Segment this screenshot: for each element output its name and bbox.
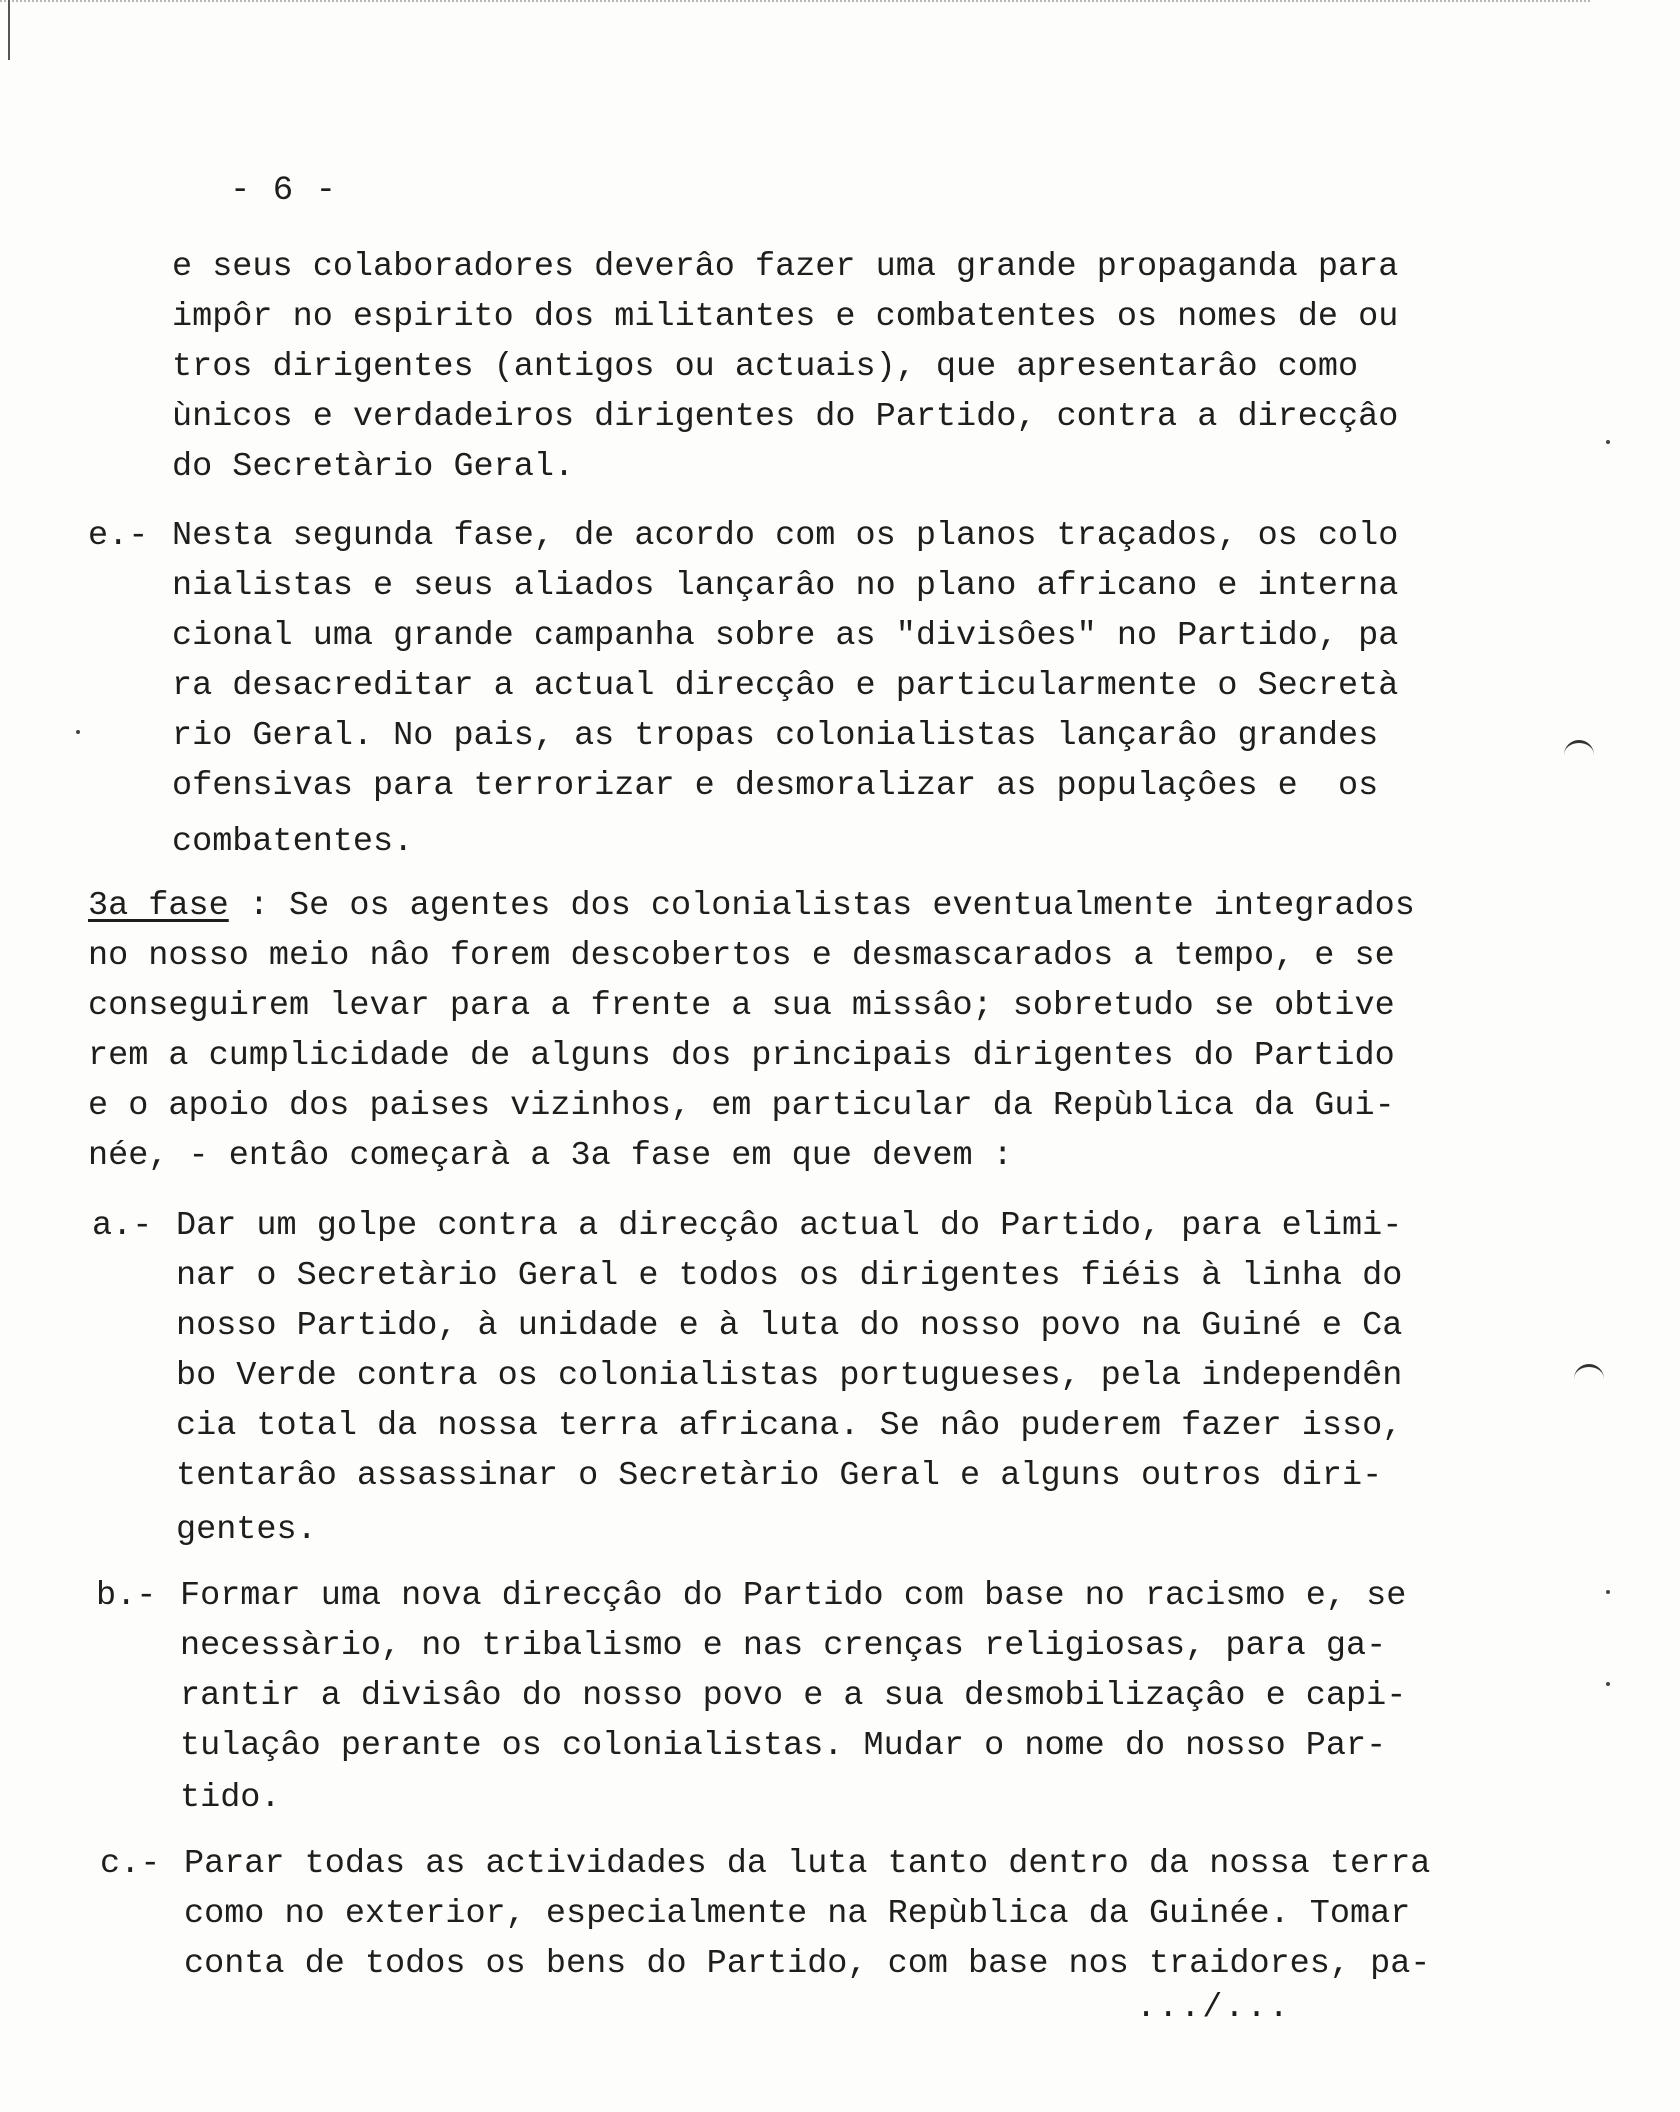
text-line: e seus colaboradores deverâo fazer uma grande propaganda para xyxy=(172,248,1399,286)
text-line: impôr no espirito dos militantes e combatentes os nomes de ou xyxy=(172,298,1399,336)
item-marker: e.- xyxy=(88,517,149,555)
text-line: combatentes. xyxy=(172,823,414,861)
item-marker: b.- xyxy=(96,1577,157,1615)
text-line: nialistas e seus aliados lançarâo no plano africano e interna xyxy=(172,567,1399,605)
text-line xyxy=(88,886,1415,926)
text-line: tido. xyxy=(180,1779,281,1817)
text-line: cia total da nossa terra africana. Se nâo puderem fazer isso, xyxy=(176,1407,1403,1445)
page-number: - 6 - xyxy=(230,172,338,210)
text-line: conta de todos os bens do Partido, com base nos traidores, pa- xyxy=(184,1945,1431,1983)
item-marker: c.- xyxy=(100,1845,161,1883)
text-line: cional uma grande campanha sobre as "divisôes" no Partido, pa xyxy=(172,617,1399,655)
text-line: ra desacreditar a actual direcçâo e particularmente o Secretà xyxy=(172,667,1399,705)
text-line: gentes. xyxy=(176,1511,317,1549)
text-line: tulaçâo perante os colonialistas. Mudar o nome do nosso Par- xyxy=(180,1727,1387,1765)
scan-speck xyxy=(1606,1682,1610,1686)
text-line: conseguirem levar para a frente a sua missâo; sobretudo se obtive xyxy=(88,987,1395,1025)
punch-hole-mark xyxy=(1564,740,1594,765)
item-marker: a.- xyxy=(92,1207,153,1245)
text-line: Parar todas as actividades da luta tanto dentro da nossa terra xyxy=(184,1845,1431,1883)
text-line: nar o Secretàrio Geral e todos os dirigentes fiéis à linha do xyxy=(176,1257,1403,1295)
text-line: nosso Partido, à unidade e à luta do nosso povo na Guiné e Ca xyxy=(176,1307,1403,1345)
text-line: tentarâo assassinar o Secretàrio Geral e alguns outros diri- xyxy=(176,1457,1383,1495)
text-line: tros dirigentes (antigos ou actuais), que apresentarâo como xyxy=(172,348,1359,386)
text-line: do Secretàrio Geral. xyxy=(172,448,575,486)
text-line: ùnicos e verdadeiros dirigentes do Partido, contra a direcçâo xyxy=(172,398,1399,436)
phase-3-intro: : Se os agentes dos colonialistas eventualmente integrados xyxy=(228,887,1415,925)
scan-speck xyxy=(76,730,80,734)
scan-speck xyxy=(1606,440,1610,444)
text-line: rantir a divisâo do nosso povo e a sua desmobilizaçâo e capi- xyxy=(180,1677,1407,1715)
continuation-mark: .../... xyxy=(1136,1989,1291,2027)
phase-3-heading: 3a fase xyxy=(88,887,229,925)
text-line: e o apoio dos paises vizinhos, em particular da Repùblica da Gui- xyxy=(88,1087,1395,1125)
punch-hole-mark xyxy=(1574,1364,1604,1389)
text-line: bo Verde contra os colonialistas portugueses, pela independên xyxy=(176,1357,1403,1395)
text-line: née, - entâo começarà a 3a fase em que devem : xyxy=(88,1137,1013,1175)
text-line: Dar um golpe contra a direcçâo actual do Partido, para elimi- xyxy=(176,1207,1403,1245)
text-line: Nesta segunda fase, de acordo com os planos traçados, os colo xyxy=(172,517,1399,555)
top-edge-rule xyxy=(0,0,1590,12)
scan-speck xyxy=(1606,1590,1610,1594)
text-line: necessàrio, no tribalismo e nas crenças religiosas, para ga- xyxy=(180,1627,1387,1665)
text-line: no nosso meio nâo forem descobertos e desmascarados a tempo, e se xyxy=(88,937,1395,975)
text-line: como no exterior, especialmente na Repùblica da Guinée. Tomar xyxy=(184,1895,1411,1933)
text-line: ofensivas para terrorizar e desmoralizar as populaçôes e os xyxy=(172,767,1379,805)
text-line: rio Geral. No pais, as tropas colonialistas lançarâo grandes xyxy=(172,717,1379,755)
text-line: Formar uma nova direcçâo do Partido com base no racismo e, se xyxy=(180,1577,1407,1615)
left-edge-mark xyxy=(8,0,10,60)
text-line: rem a cumplicidade de alguns dos principais dirigentes do Partido xyxy=(88,1037,1395,1075)
